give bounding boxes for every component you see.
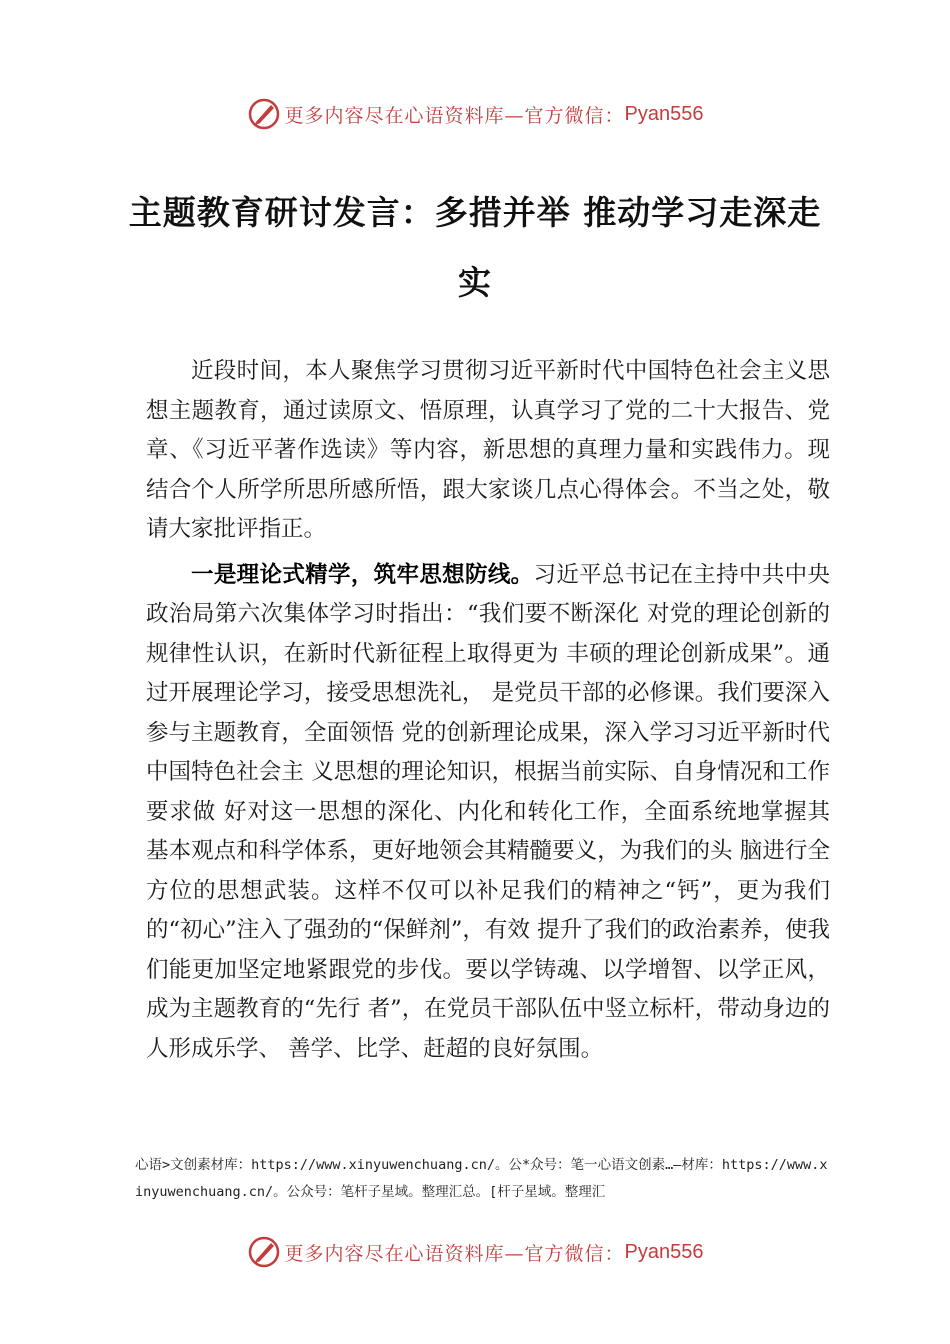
paragraph-body: 习近平总书记在主持中共中央政治局第六次集体学习时指出：“我们要不断深化 对党的理论创新的规律性认识，在新时代新征程上取得更为 丰硕的理论创新成果”。通过开展理论学习，接受思想洗礼， 是党员干部的必修课。我们要深入参与主题教育，全面领悟 党的创新理论成果，深入学习习近平新时代中国特色社会主 义思想的理论知识，根据当前实际、自身情况和工作要求做 好对这一思想的深化、内化和转化工作，全面系统地掌握其 基本观点和科学体系，更好地领会其精髓要义，为我们的头 脑进行全方位的思想武装。这样不仅可以补足我们的精神之“钙”，更为我们的“初心”注入了强劲的“保鲜剂”，有效 提升了我们的政治素养，使我们能更加坚定地紧跟党的步伐。要以学铸魂、以学增智、以学正风，成为主题教育的“先行 者”，在党员干部队伍中竖立标杆，带动身边的人形成乐学、 善学、比学、赶超的良好氛围。	[146, 561, 830, 1062]
source-footnote: 心语>文创素材库：https://www.xinyuwenchuang.cn/。公*众号：笔一心语文创素…—材库：https://www.xinyuwenchuang.cn/。公众号：笔杆子星域。整理汇总。[杆子星域。整理汇	[135, 1157, 828, 1200]
document-body	[146, 352, 830, 1075]
banner-text: 更多内容尽在心语资料库—官方微信：	[284, 104, 625, 127]
paragraph-intro: 近段时间，本人聚焦学习贯彻习近平新时代中国特色社会主义思想主题教育，通过读原文、悟原理，认真学习了党的二十大报告、党章、《习近平著作选读》等内容，新思想的真理力量和实践伟力。现结合个人所学所思所感所悟，跟大家谈几点心得体会。不当之处，敬请大家批评指正。	[146, 358, 830, 542]
paragraph-point-one	[146, 556, 830, 1070]
paragraph-lead: 一是理论式精学，筑牢思想防线。	[191, 561, 534, 588]
quill-logo-icon	[247, 1235, 281, 1269]
banner-wechat-id: Pyan556	[624, 102, 704, 125]
footer-banner	[0, 1230, 950, 1274]
header-banner	[0, 92, 950, 136]
banner-text: 更多内容尽在心语资料库—官方微信：	[284, 1242, 625, 1265]
document-title: 主题教育研讨发言：多措并举 推动学习走深走实	[128, 193, 822, 302]
banner-wechat-id: Pyan556	[624, 1240, 704, 1263]
quill-logo-icon	[247, 97, 281, 131]
